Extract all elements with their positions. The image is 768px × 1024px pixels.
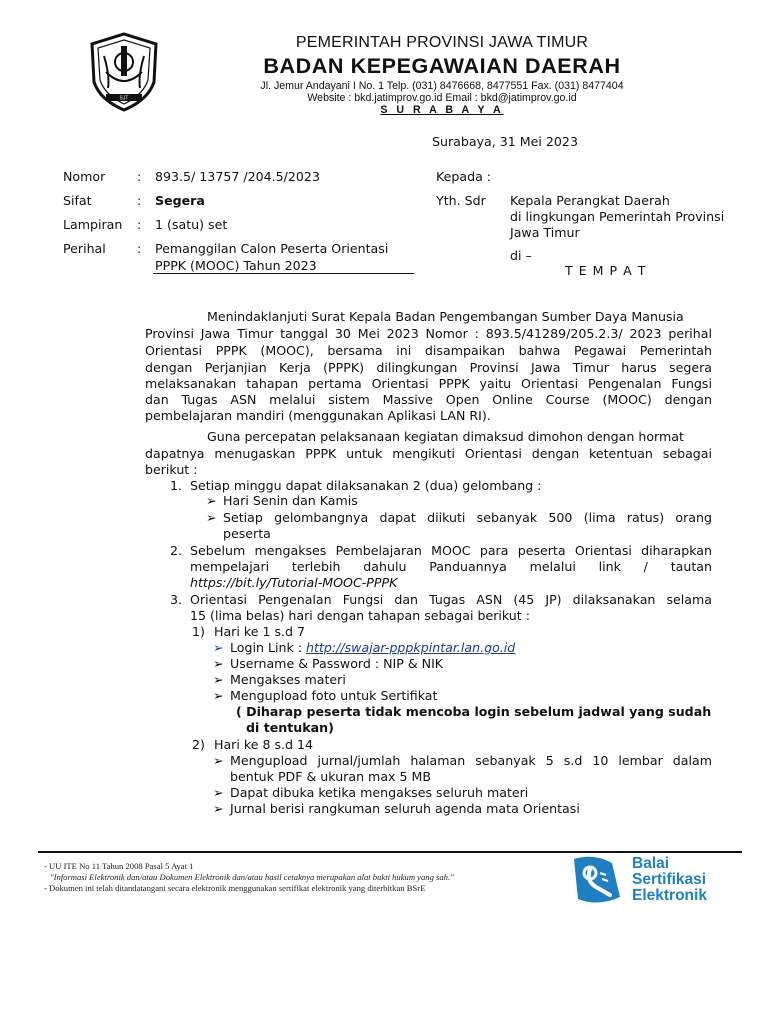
- tutorial-link[interactable]: https://bit.ly/Tutorial-MOOC-PPPK: [190, 575, 398, 590]
- recipient-di: di –: [510, 248, 532, 263]
- item-1-number: 1.: [170, 478, 183, 493]
- provincial-emblem: [88, 32, 160, 112]
- nomor-value: 893.5/ 13757 /204.5/2023: [155, 169, 320, 184]
- item-2-number: 2.: [170, 543, 183, 558]
- p2-line-2: dapatnya menugaskan PPPK untuk mengikuti Orientasi dengan ketentuan sebagai: [145, 446, 712, 461]
- arrow-bullet-blue-icon: ➢: [213, 640, 224, 655]
- arrow-bullet-icon: ➢: [213, 656, 224, 671]
- phase-1-number: 1): [192, 624, 205, 639]
- recipient-line-3: Jawa Timur: [510, 225, 580, 240]
- item-1-sub-1: Hari Senin dan Kamis: [223, 493, 358, 508]
- sifat-label: Sifat: [63, 193, 92, 208]
- letterhead-address: Jl. Jemur Andayani I No. 1 Telp. (031) 8476668, 8477551 Fax. (031) 8477404: [260, 80, 624, 92]
- kepada-label: Kepada :: [436, 169, 492, 184]
- footer-law-quote: "Informasi Elektronik dan/atau Dokumen Elektronik dan/atau hasil cetaknya merupakan alat bukti hukum yang sah.": [50, 872, 454, 882]
- p1-line-1: Menindaklanjuti Surat Kepala Badan Pengembangan Sumber Daya Manusia: [207, 309, 684, 324]
- letterhead-agency: BADAN KEPEGAWAIAN DAERAH: [263, 54, 621, 78]
- phase-2-number: 2): [192, 737, 205, 752]
- p1-line-7: pembelajaran mandiri (menggunakan Aplikasi LAN RI).: [145, 408, 491, 423]
- arrow-bullet-icon: ➢: [213, 801, 224, 816]
- journal-open-bullet: Dapat dibuka ketika mengakses seluruh materi: [230, 785, 529, 800]
- lampiran-value: 1 (satu) set: [155, 217, 228, 232]
- bsre-logo-icon: [566, 855, 628, 905]
- arrow-bullet-icon: ➢: [213, 688, 224, 703]
- perihal-line-1: Pemanggilan Calon Peserta Orientasi: [155, 241, 389, 256]
- footer-esign-note: - Dokumen ini telah ditandatangani secara elektronik menggunakan sertifikat elektronik yang diterbitkan BSrE: [44, 883, 426, 893]
- recipient-line-1: Kepala Perangkat Daerah: [510, 193, 670, 208]
- perihal-line-2: PPPK (MOOC) Tahun 2023: [155, 258, 317, 273]
- credentials-bullet: Username & Password : NIP & NIK: [230, 656, 444, 671]
- letterhead-city: S U R A B A Y A: [380, 104, 504, 116]
- bsre-line-3: Elektronik: [632, 887, 707, 904]
- perihal-underline: [153, 273, 414, 274]
- nomor-label: Nomor: [63, 169, 106, 184]
- item-3-line-2: 15 (lima belas) hari dengan tahapan sebagai berikut :: [190, 608, 530, 623]
- item-2-line-1: Sebelum mengakses Pembelajaran MOOC para peserta Orientasi diharapkan: [190, 543, 712, 558]
- item-1-sub-2a: Setiap gelombangnya dapat diikuti sebanyak 500 (lima ratus) orang: [223, 510, 712, 525]
- nomor-colon: :: [137, 169, 142, 184]
- bsre-line-1: Balai: [632, 855, 670, 872]
- p2-line-3: berikut :: [145, 462, 198, 477]
- item-3-number: 3.: [170, 592, 183, 607]
- p1-line-2: Provinsi Jawa Timur tanggal 30 Mei 2023 Nomor : 893.5/41289/205.2.3/ 2023 perihal: [145, 326, 712, 341]
- arrow-bullet-icon: ➢: [213, 753, 224, 768]
- p1-line-5: melaksanakan tahapan pertama Orientasi PPPK yaitu Orientasi Pengenalan Fungsi: [145, 376, 712, 391]
- perihal-label: Perihal: [63, 241, 106, 256]
- p2-line-1: Guna percepatan pelaksanaan kegiatan dimaksud dimohon dengan hormat: [207, 429, 684, 444]
- footer-law-reference: - UU ITE No 11 Tahun 2008 Pasal 5 Ayat 1: [44, 861, 194, 871]
- journal-upload-line-2: bentuk PDF & ukuran max 5 MB: [230, 769, 432, 784]
- sifat-value: Segera: [155, 193, 205, 208]
- bsre-line-2: Sertifikasi: [632, 871, 707, 888]
- upload-photo-bullet: Mengupload foto untuk Sertifikat: [230, 688, 438, 703]
- footer-rule: [38, 851, 742, 853]
- phase-2-title: Hari ke 8 s.d 14: [214, 737, 314, 752]
- login-warning-line-1: ( Diharap peserta tidak mencoba login sebelum jadwal yang sudah: [236, 704, 712, 719]
- letterhead-government: PEMERINTAH PROVINSI JAWA TIMUR: [295, 34, 589, 51]
- arrow-bullet-icon: ➢: [206, 510, 217, 525]
- login-link[interactable]: http://swajar-pppkpintar.lan.go.id: [306, 640, 516, 655]
- phase-1-title: Hari ke 1 s.d 7: [214, 624, 306, 639]
- recipient-tempat: T E M P A T: [565, 263, 647, 278]
- svg-text:SJT: SJT: [119, 95, 129, 102]
- yth-label: Yth. Sdr: [436, 193, 486, 208]
- arrow-bullet-icon: ➢: [206, 493, 217, 508]
- p1-line-3: Orientasi PPPK (MOOC), bersama ini disampaikan bahwa Pegawai Pemerintah: [145, 343, 712, 358]
- item-3-line-1: Orientasi Pengenalan Fungsi dan Tugas ASN (45 JP) dilaksanakan selama: [190, 592, 712, 607]
- letterhead-contact: Website : bkd.jatimprov.go.id Email : bkd@jatimprov.go.id: [307, 92, 577, 104]
- p1-line-4: dengan Perjanjian Kerja (PPPK) dilingkungan Provinsi Jawa Timur harus segera: [145, 360, 712, 375]
- sifat-colon: :: [137, 193, 142, 208]
- perihal-colon: :: [137, 241, 142, 256]
- recipient-line-2: di lingkungan Pemerintah Provinsi: [510, 209, 725, 224]
- login-warning-line-2: di tentukan): [246, 720, 334, 735]
- lampiran-label: Lampiran: [63, 217, 123, 232]
- item-1-text: Setiap minggu dapat dilaksanakan 2 (dua) gelombang :: [190, 478, 542, 493]
- p1-line-6: dan Tugas ASN melalui sistem Massive Open Online Course (MOOC) dengan: [145, 392, 712, 407]
- arrow-bullet-icon: ➢: [213, 785, 224, 800]
- arrow-bullet-icon: ➢: [213, 672, 224, 687]
- item-1-sub-2b: peserta: [223, 526, 271, 541]
- lampiran-colon: :: [137, 217, 142, 232]
- journal-content-bullet: Jurnal berisi rangkuman seluruh agenda mata Orientasi: [230, 801, 580, 816]
- login-label: Login Link : http://swajar-pppkpintar.lan.go.id: [230, 640, 516, 655]
- letter-date: Surabaya, 31 Mei 2023: [432, 134, 578, 149]
- item-2-line-2: mempelajari terlebih dahulu Panduannya melalui link / tautan: [190, 559, 712, 574]
- journal-upload-line-1: Mengupload jurnal/jumlah halaman sebanyak 5 s.d 10 lembar dalam: [230, 753, 712, 768]
- access-material-bullet: Mengakses materi: [230, 672, 346, 687]
